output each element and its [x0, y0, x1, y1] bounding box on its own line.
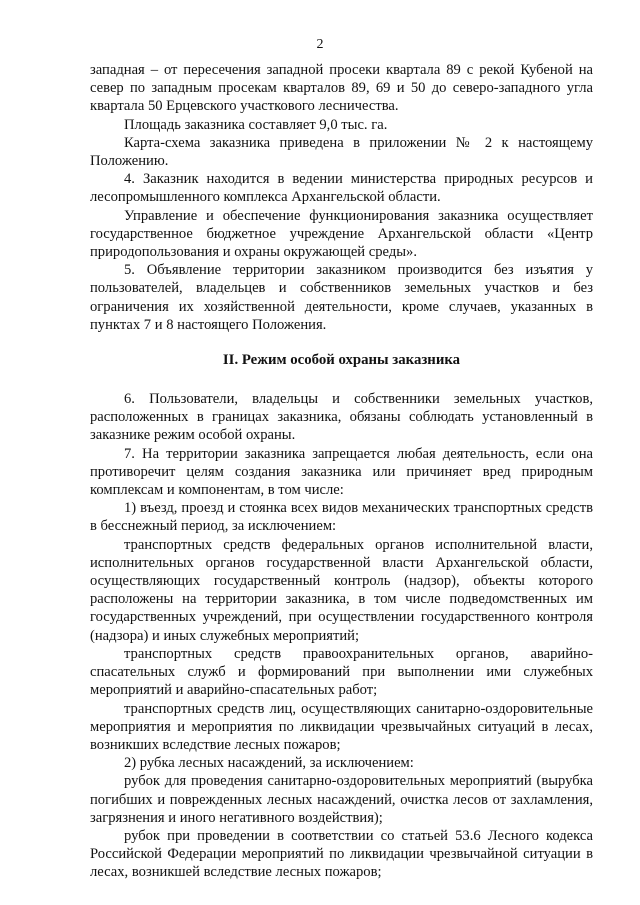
- paragraph: рубок для проведения санитарно-оздоровительных мероприятий (вырубка погибших и поврежденных лесных насаждений, очистка лесов от захламления, загрязнения и иного негативного воздействия);: [90, 773, 593, 826]
- paragraph: Управление и обеспечение функционирования заказника осуществляет государственное бюджетное учреждение Архангельской области «Центр природопользования и охраны окружающей среды».: [90, 207, 593, 261]
- paragraph: 7. На территории заказника запрещается любая деятельность, если она противоречит целям создания заказника или причиняет вред природным комплексам и компонентам, в том числе:: [90, 445, 593, 499]
- page-number: 2: [316, 37, 324, 52]
- paragraph: транспортных средств правоохранительных органов, аварийно-спасательных служб и формирований при выполнении ими служебных мероприятий и аварийно-спасательных работ;: [90, 645, 593, 699]
- paragraph: 6. Пользователи, владельцы и собственники земельных участков, расположенных в границах заказника, обязаны соблюдать установленный в заказнике режим особой охраны.: [90, 391, 593, 444]
- paragraph: западная – от пересечения западной просеки квартала 89 с рекой Кубеной на север по западным просекам кварталов 89, 69 и 50 до северо-западного угла квартала 50 Ерцевского участкового лесничества.: [90, 62, 593, 115]
- document-body: [90, 61, 593, 882]
- paragraph: транспортных средств лиц, осуществляющих санитарно-оздоровительные мероприятия и мероприятия по ликвидации чрезвычайных ситуаций в лесах, возникших вследствие лесных пожаров;: [90, 700, 593, 753]
- paragraph: Площадь заказника составляет 9,0 тыс. га.: [124, 116, 388, 133]
- paragraph: 4. Заказник находится в ведении министерства природных ресурсов и лесопромышленного комплекса Архангельской области.: [90, 171, 593, 206]
- paragraph: транспортных средств федеральных органов исполнительной власти, исполнительных органов государственной власти Архангельской области, осуществляющих государственный контроль (надзор), объекты которого расположены на территории заказника, в том числе подведомственных им государственных учреждений, при осуществлении государственного контроля (надзора) и иных служебных мероприятий;: [90, 536, 593, 644]
- paragraph: 2) рубка лесных насаждений, за исключением:: [124, 755, 414, 772]
- paragraph: 1) въезд, проезд и стоянка всех видов механических транспортных средств в бесснежный период, за исключением:: [90, 500, 593, 535]
- section-title: II. Режим особой охраны заказника: [222, 352, 461, 369]
- paragraph: Карта-схема заказника приведена в приложении № 2 к настоящему Положению.: [90, 134, 593, 170]
- paragraph: 5. Объявление территории заказником производится без изъятия у пользователей, владельцев и собственников земельных участков и без ограничения их хозяйственной деятельности, кроме случаев, указанных в пунктах 7 и 8 настоящего Положения.: [90, 262, 593, 333]
- paragraph: рубок при проведении в соответствии со статьей 53.6 Лесного кодекса Российской Федерации мероприятий по ликвидации чрезвычайной ситуации в лесах, возникшей вследствие лесных пожаров;: [90, 827, 593, 881]
